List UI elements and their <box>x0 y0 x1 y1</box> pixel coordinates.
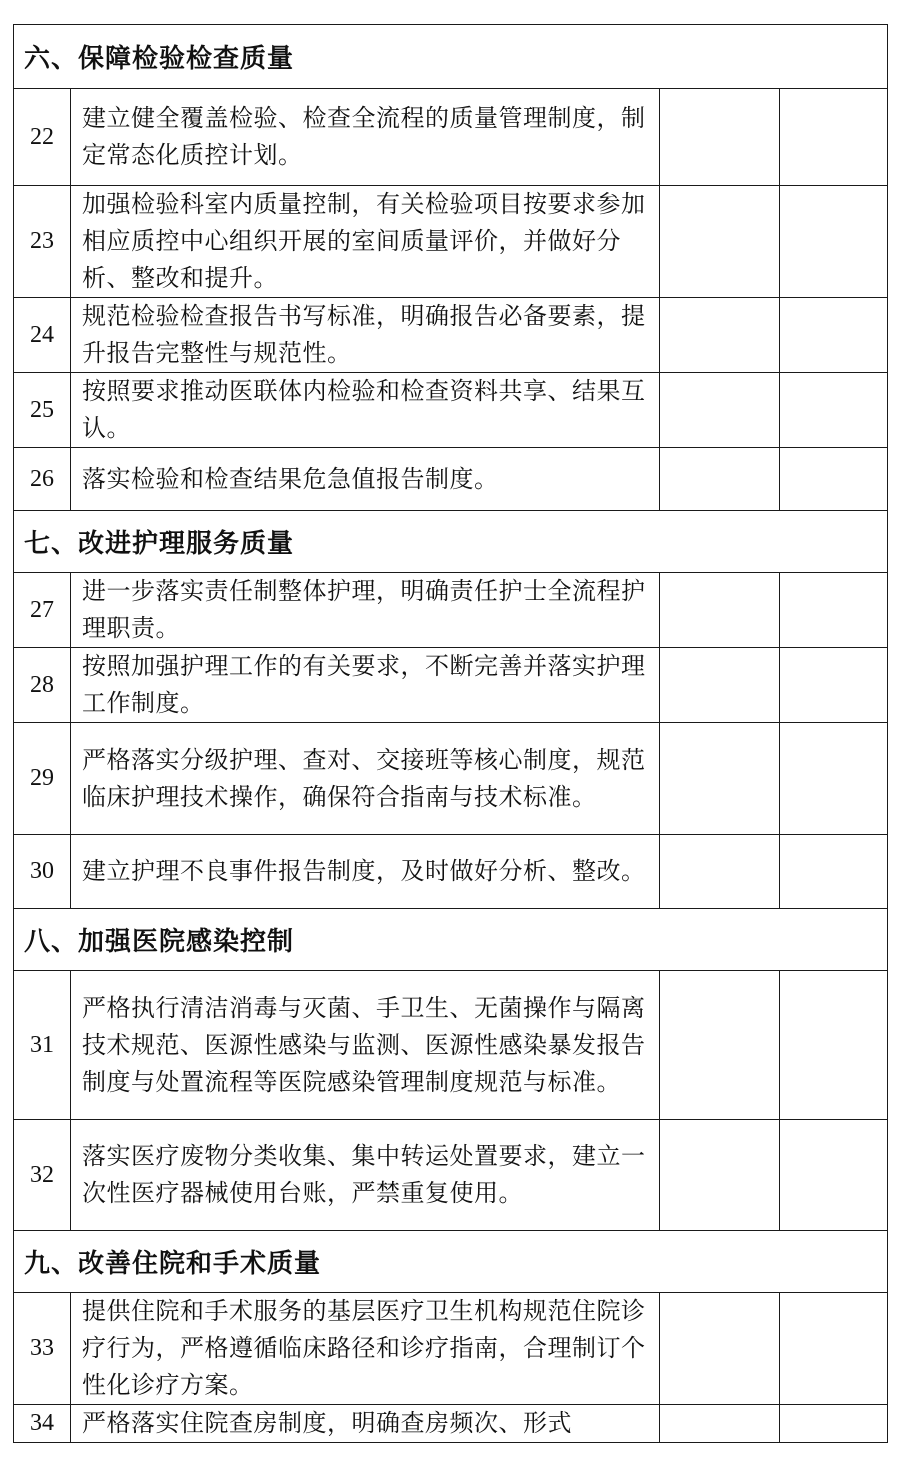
item-number: 26 <box>14 448 71 511</box>
blank-cell <box>660 1405 780 1443</box>
item-number: 31 <box>14 971 71 1120</box>
blank-cell <box>660 1120 780 1231</box>
item-number: 22 <box>14 89 71 186</box>
blank-cell <box>660 723 780 835</box>
item-number: 30 <box>14 835 71 909</box>
blank-cell <box>780 89 888 186</box>
table-row <box>14 723 888 835</box>
blank-cell <box>780 573 888 648</box>
section-title: 六、保障检验检查质量 <box>14 25 888 89</box>
blank-cell <box>780 723 888 835</box>
section-title: 九、改善住院和手术质量 <box>14 1231 888 1293</box>
table-row <box>14 186 888 298</box>
blank-cell <box>660 1293 780 1405</box>
table-row <box>14 448 888 511</box>
item-number: 29 <box>14 723 71 835</box>
blank-cell <box>660 298 780 373</box>
item-number: 32 <box>14 1120 71 1231</box>
item-text: 建立健全覆盖检验、检查全流程的质量管理制度，制定常态化质控计划。 <box>71 89 660 186</box>
table-row <box>14 648 888 723</box>
item-number: 23 <box>14 186 71 298</box>
item-text: 按照加强护理工作的有关要求，不断完善并落实护理工作制度。 <box>71 648 660 723</box>
section-header-row <box>14 909 888 971</box>
blank-cell <box>660 573 780 648</box>
blank-cell <box>780 1405 888 1443</box>
blank-cell <box>780 971 888 1120</box>
item-text: 提供住院和手术服务的基层医疗卫生机构规范住院诊疗行为，严格遵循临床路径和诊疗指南，合理制订个性化诊疗方案。 <box>71 1293 660 1405</box>
section-header-row <box>14 1231 888 1293</box>
checklist-table <box>13 24 888 1443</box>
item-text: 规范检验检查报告书写标准，明确报告必备要素，提升报告完整性与规范性。 <box>71 298 660 373</box>
item-number: 24 <box>14 298 71 373</box>
item-text: 加强检验科室内质量控制，有关检验项目按要求参加相应质控中心组织开展的室间质量评价，并做好分析、整改和提升。 <box>71 186 660 298</box>
blank-cell <box>780 1120 888 1231</box>
item-text: 落实医疗废物分类收集、集中转运处置要求，建立一次性医疗器械使用台账，严禁重复使用。 <box>71 1120 660 1231</box>
item-text: 严格落实分级护理、查对、交接班等核心制度，规范临床护理技术操作，确保符合指南与技术标准。 <box>71 723 660 835</box>
section-title: 八、加强医院感染控制 <box>14 909 888 971</box>
blank-cell <box>780 373 888 448</box>
table-row <box>14 573 888 648</box>
table-row <box>14 298 888 373</box>
section-header-row <box>14 511 888 573</box>
blank-cell <box>660 186 780 298</box>
table-row <box>14 1405 888 1443</box>
blank-cell <box>660 373 780 448</box>
item-text: 进一步落实责任制整体护理，明确责任护士全流程护理职责。 <box>71 573 660 648</box>
item-number: 34 <box>14 1405 71 1443</box>
item-number: 28 <box>14 648 71 723</box>
blank-cell <box>660 835 780 909</box>
table-row <box>14 373 888 448</box>
blank-cell <box>780 298 888 373</box>
section-title: 七、改进护理服务质量 <box>14 511 888 573</box>
blank-cell <box>660 448 780 511</box>
blank-cell <box>660 971 780 1120</box>
blank-cell <box>780 448 888 511</box>
item-text: 严格落实住院查房制度，明确查房频次、形式 <box>71 1405 660 1443</box>
blank-cell <box>660 648 780 723</box>
table-row <box>14 971 888 1120</box>
blank-cell <box>780 186 888 298</box>
item-number: 25 <box>14 373 71 448</box>
table-row <box>14 89 888 186</box>
table-row <box>14 1120 888 1231</box>
item-number: 27 <box>14 573 71 648</box>
table-row <box>14 835 888 909</box>
item-text: 落实检验和检查结果危急值报告制度。 <box>71 448 660 511</box>
item-text: 按照要求推动医联体内检验和检查资料共享、结果互认。 <box>71 373 660 448</box>
item-number: 33 <box>14 1293 71 1405</box>
blank-cell <box>780 835 888 909</box>
section-header-row <box>14 25 888 89</box>
table-row <box>14 1293 888 1405</box>
blank-cell <box>660 89 780 186</box>
blank-cell <box>780 1293 888 1405</box>
blank-cell <box>780 648 888 723</box>
item-text: 严格执行清洁消毒与灭菌、手卫生、无菌操作与隔离技术规范、医源性感染与监测、医源性感染暴发报告制度与处置流程等医院感染管理制度规范与标准。 <box>71 971 660 1120</box>
item-text: 建立护理不良事件报告制度，及时做好分析、整改。 <box>71 835 660 909</box>
